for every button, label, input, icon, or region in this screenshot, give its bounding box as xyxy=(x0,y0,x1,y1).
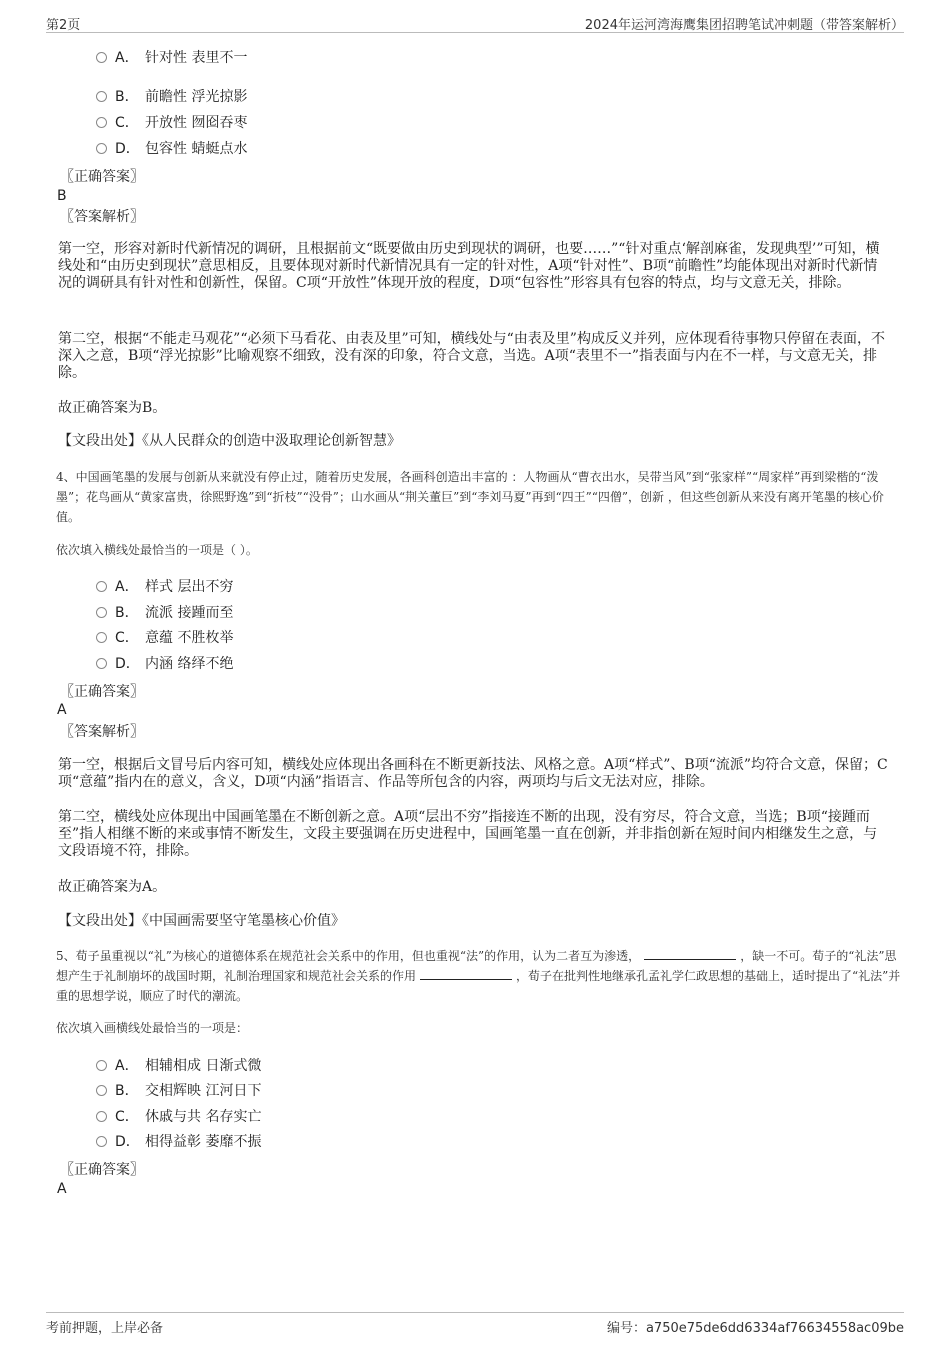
answer-value: B xyxy=(57,188,67,204)
option-d[interactable]: D． 相得益彰 萎靡不振 xyxy=(96,1132,261,1152)
page-number: 第2页 xyxy=(46,18,81,33)
document-title: 2024年运河湾海鹰集团招聘笔试冲刺题（带答案解析） xyxy=(584,18,904,33)
option-b[interactable]: B． 交相辉映 江河日下 xyxy=(96,1081,261,1101)
radio-icon[interactable] xyxy=(96,1111,107,1122)
radio-icon[interactable] xyxy=(96,143,107,154)
radio-icon[interactable] xyxy=(96,52,107,63)
question-text: 5、荀子虽重视以“礼”为核心的道德体系在规范社会关系中的作用，但也重视“法”的作用，认为二者互为渗透， ，缺一不可。荀子的“礼法”思想产生于礼制崩坏的战国时期，礼制治理国家和规范社会关系的作用 ，荀子在批判性地继承孔孟礼学仁政思想的基础上，适时提出了“礼法”并重的思想学说，顺应了时代的潮流。 xyxy=(56,949,901,1003)
page-header xyxy=(46,12,904,33)
page-footer xyxy=(46,1312,904,1335)
option-d[interactable]: D． 包容性 蜻蜓点水 xyxy=(96,139,247,159)
option-b[interactable]: B． 前瞻性 浮光掠影 xyxy=(96,87,247,107)
analysis-label: 〖答案解析〗 xyxy=(60,209,144,225)
analysis-paragraph: 第一空，形容对新时代新情况的调研，且根据前文“既要做由历史到现状的调研，也要……”“针对重点‘解剖麻雀，发现典型’”可知，横线处和“由历史到现状”意思相反，且要体现对新时代新情况具有一定的针对性，A项“针对性”、B项“前瞻性”均能体现出对新时代新情况的调研具有针对性和创新性，保留。C项“开放性”体现开放的程度，D项“包容性”形容具有包容的特点，均与文意无关，排除。 xyxy=(58,241,880,291)
option-c[interactable]: C． 意蕴 不胜枚举 xyxy=(96,628,233,648)
analysis-paragraph: 第二空，根据“不能走马观花”“必须下马看花、由表及里”可知，横线处与“由表及里”构成反义并列，应体现看待事物只停留在表面，不深入之意，B项“浮光掠影”比喻观察不细致，没有深的印象，符合文意，当选。A项“表里不一”指表面与内在不一样，与文意无关，排除。 xyxy=(58,331,885,381)
option-a[interactable]: A． 针对性 表里不一 xyxy=(96,48,247,68)
question-prompt: 依次填入画横线处最恰当的一项是： xyxy=(56,1021,249,1035)
answer-value: A xyxy=(57,702,67,718)
analysis-conclusion: 故正确答案为A。 xyxy=(58,879,167,895)
answer-label: 〖正确答案〗 xyxy=(60,684,144,700)
radio-icon[interactable] xyxy=(96,117,107,128)
analysis-conclusion: 故正确答案为B。 xyxy=(58,400,167,416)
footer-slogan: 考前押题，上岸必备 xyxy=(46,1321,164,1336)
answer-value: A xyxy=(57,1181,67,1197)
radio-icon[interactable] xyxy=(96,1136,107,1147)
radio-icon[interactable] xyxy=(96,658,107,669)
answer-label: 〖正确答案〗 xyxy=(60,1162,144,1178)
answer-label: 〖正确答案〗 xyxy=(60,169,144,185)
analysis-paragraph: 第二空，横线处应体现出中国画笔墨在不断创新之意。A项“层出不穷”指接连不断的出现，没有穷尽，符合文意，当选；B项“接踵而至”指人相继不断的来或事情不断发生，文段主要强调在历史进程中，国画笔墨一直在创新，并非指创新在短时间内相继发生之意，与文段语境不符，排除。 xyxy=(58,809,878,859)
radio-icon[interactable] xyxy=(96,1085,107,1096)
radio-icon[interactable] xyxy=(96,607,107,618)
option-c[interactable]: C． 休戚与共 名存实亡 xyxy=(96,1107,261,1127)
radio-icon[interactable] xyxy=(96,1060,107,1071)
option-c[interactable]: C． 开放性 囫囵吞枣 xyxy=(96,113,247,133)
source-citation: 【文段出处】《从人民群众的创造中汲取理论创新智慧》 xyxy=(58,433,401,449)
answer-blank xyxy=(420,967,512,980)
option-a[interactable]: A． 相辅相成 日渐式微 xyxy=(96,1056,261,1076)
option-a[interactable]: A． 样式 层出不穷 xyxy=(96,577,233,597)
document-id: 编号：a750e75de6dd6334af76634558ac09be xyxy=(606,1321,904,1336)
option-b[interactable]: B． 流派 接踵而至 xyxy=(96,603,233,623)
answer-blank xyxy=(644,947,736,960)
radio-icon[interactable] xyxy=(96,632,107,643)
analysis-label: 〖答案解析〗 xyxy=(60,724,144,740)
radio-icon[interactable] xyxy=(96,581,107,592)
source-citation: 【文段出处】《中国画需要坚守笔墨核心价值》 xyxy=(58,913,345,929)
radio-icon[interactable] xyxy=(96,91,107,102)
question-text: 4、中国画笔墨的发展与创新从来就没有停止过，随着历史发展，各画科创造出丰富的 ：人物画从“曹衣出水，吴带当风”到“张家样”“周家样”再到梁楷的“泼墨”；花鸟画从“黄家富贵，徐熙野逸”到“折枝”“没骨”；山水画从“荆关董巨”到“李刘马夏”再到“四王”“四僧”，创新 ，但这些创新从来没有离开笔墨的核心价值。 xyxy=(56,470,884,524)
analysis-paragraph: 第一空，根据后文冒号后内容可知，横线处应体现出各画科在不断更新技法、风格之意。A项“样式”、B项“流派”均符合文意，保留；C项“意蕴”指内在的意义，含义，D项“内涵”指语言、作品等所包含的内容，两项均与后文无法对应，排除。 xyxy=(58,757,888,790)
question-prompt: 依次填入横线处最恰当的一项是（ ）。 xyxy=(56,543,258,557)
option-d[interactable]: D． 内涵 络绎不绝 xyxy=(96,654,233,674)
